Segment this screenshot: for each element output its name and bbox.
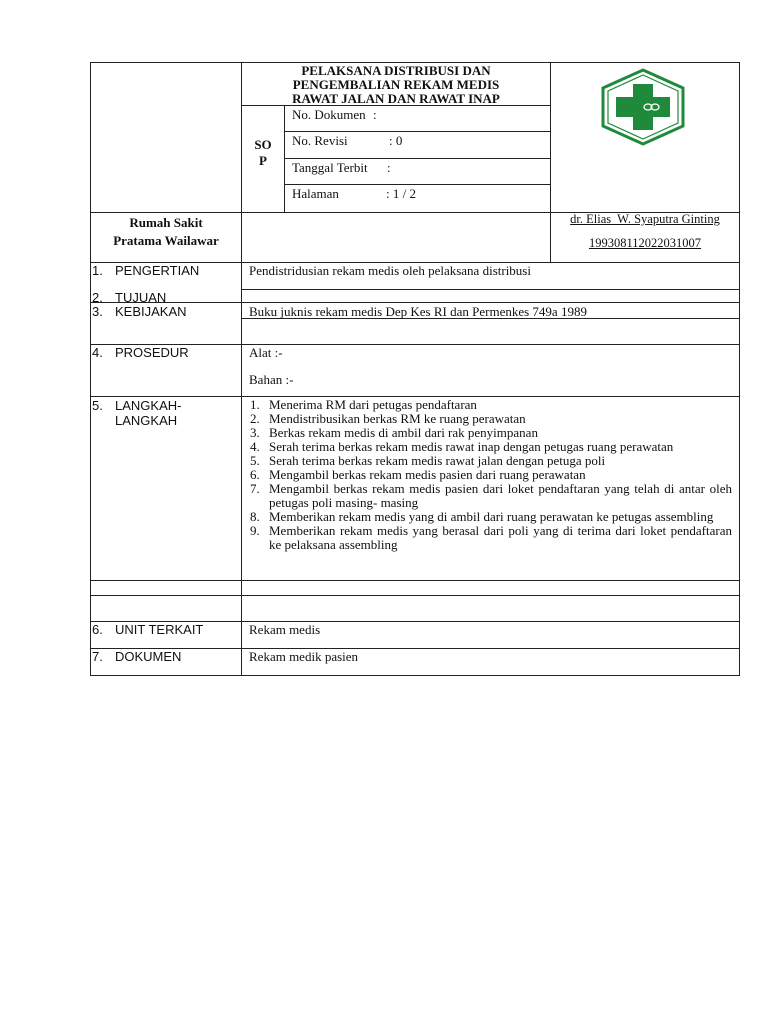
section-pengertian-label: 1. PENGERTIAN xyxy=(92,263,200,278)
document-title xyxy=(242,64,550,106)
list-item: 6. Mengambil berkas rekam medis pasien dari ruang perawatan xyxy=(250,467,586,482)
list-item: 2. Mendistribusikan berkas RM ke ruang perawatan xyxy=(250,411,526,426)
field-label: Halaman xyxy=(292,186,339,201)
title-line: PELAKSANA DISTRIBUSI DAN xyxy=(301,63,491,78)
field-label: Tanggal Terbit xyxy=(292,160,368,175)
prosedur-bahan: Bahan :- xyxy=(249,372,294,387)
section-unit-terkait-content: Rekam medis xyxy=(249,622,321,637)
green-cross-hexagon-icon xyxy=(600,68,686,146)
field-no-dokumen xyxy=(292,107,542,122)
section-unit-terkait-label: 6. UNIT TERKAIT xyxy=(92,622,204,637)
field-value: : xyxy=(373,107,377,122)
signer-name: dr. Elias W. Syaputra Ginting xyxy=(570,212,720,226)
institution-name: Rumah Sakit Pratama Wailawar xyxy=(113,215,219,248)
field-tanggal-terbit xyxy=(292,160,542,175)
section-dokumen-label: 7. DOKUMEN xyxy=(92,649,182,664)
section-langkah-label: 5. LANGKAH- LANGKAH xyxy=(92,398,182,428)
list-item: 4. Serah terima berkas rekam medis rawat inap dengan petugas ruang perawatan xyxy=(250,439,674,454)
list-item: 8. Memberikan rekam medis yang di ambil dari ruang perawatan ke petugas assembling xyxy=(250,509,714,524)
title-line: PENGEMBALIAN REKAM MEDIS xyxy=(292,77,500,92)
field-label: No. Dokumen xyxy=(292,107,366,122)
signer-block xyxy=(551,212,739,251)
field-no-revisi xyxy=(292,133,542,148)
prosedur-alat: Alat :- xyxy=(249,345,283,360)
list-item: 3. Berkas rekam medis di ambil dari rak penyimpanan xyxy=(250,425,538,440)
field-label: No. Revisi xyxy=(292,133,348,148)
title-line: RAWAT JALAN DAN RAWAT INAP xyxy=(292,91,500,106)
section-tujuan-label: 2. TUJUAN xyxy=(92,290,167,305)
list-item: 9. Memberikan rekam medis yang berasal dari poli yang di terima dari loket pendaftaran ke pelaksana assembling xyxy=(250,523,732,552)
section-kebijakan-content: Buku juknis rekam medis Dep Kes RI dan Permenkes 749a 1989 xyxy=(249,304,587,319)
list-item: 1. Menerima RM dari petugas pendaftaran xyxy=(250,397,477,412)
langkah-steps-list xyxy=(242,398,732,552)
field-value: : 0 xyxy=(389,133,403,148)
section-kebijakan-label: 3. KEBIJAKAN xyxy=(92,304,187,319)
field-value: : 1 / 2 xyxy=(386,186,416,201)
sop-label: SO P xyxy=(254,137,272,168)
section-dokumen-content: Rekam medik pasien xyxy=(249,649,359,664)
list-item: 7. Mengambil berkas rekam medis pasien dari loket pendaftaran yang telah di antar oleh petugas poli masing- masing xyxy=(250,481,732,510)
section-pengertian-content: Pendistridusian rekam medis oleh pelaksana distribusi xyxy=(249,263,531,278)
field-value: : xyxy=(387,160,391,175)
list-item: 5. Serah terima berkas rekam medis rawat jalan dengan petuga poli xyxy=(250,453,606,468)
section-prosedur-label: 4. PROSEDUR xyxy=(92,345,189,360)
signer-id: 199308112022031007 xyxy=(588,236,702,250)
field-halaman xyxy=(292,186,542,201)
